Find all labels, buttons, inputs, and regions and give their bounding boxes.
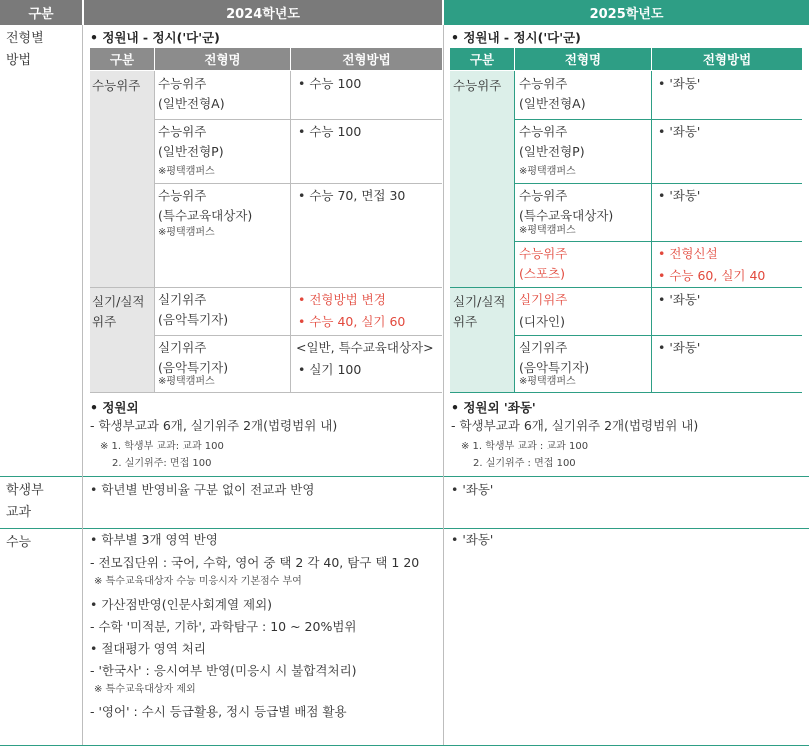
grid-line: [514, 71, 515, 392]
grid-line: [514, 183, 802, 184]
list-item: - 전모집단위 : 국어, 수학, 영어 중 택 2 각 40, 탐구 택 1 20: [90, 555, 420, 570]
grid-line: [514, 119, 802, 120]
campus-note: ※평택캠퍼스: [158, 227, 215, 238]
row-divider: [0, 745, 809, 746]
col-divider: [443, 25, 444, 745]
csat-text-2025: • '좌동': [451, 532, 494, 547]
col-header-method: 전형방법: [652, 48, 802, 70]
campus-note: ※평택캠퍼스: [158, 376, 215, 387]
col-header-name: 전형명: [155, 48, 290, 70]
program-method: • '좌동': [658, 188, 701, 203]
col-divider: [82, 25, 83, 745]
col-header-type: 구분: [450, 48, 514, 70]
program-method: <일반, 특수교육대상자> • 실기 100: [296, 340, 434, 377]
program-name: 수능위주 (일반전형A): [158, 76, 225, 111]
col-header-name: 전형명: [515, 48, 651, 70]
list-note: ※ 특수교육대상자 제외: [94, 684, 196, 695]
program-method: • '좌동': [658, 76, 701, 91]
grid-line: [154, 335, 442, 336]
extra-note: 2. 실기위주 : 면접 100: [473, 458, 576, 469]
program-name: 수능위주 (일반전형P): [519, 124, 585, 159]
list-item: • 가산점반영(인문사회계열 제외): [90, 597, 273, 612]
campus-note: ※평택캠퍼스: [519, 225, 576, 236]
extra-line: - 학생부교과 6개, 실기위주 2개(법령범위 내): [451, 418, 699, 433]
grid-line: [90, 287, 442, 288]
program-name: 수능위주 (일반전형A): [519, 76, 586, 111]
csat-list-2024: [90, 530, 419, 722]
program-method: • 수능 100: [298, 124, 362, 139]
header-label: 구분: [0, 0, 82, 25]
program-method: • '좌동': [658, 292, 701, 307]
grid-line: [450, 287, 802, 288]
campus-note: ※평택캠퍼스: [519, 376, 576, 387]
program-method: • 수능 100: [298, 76, 362, 91]
list-item: • 절대평가 영역 처리: [90, 641, 206, 656]
row-label-method: 전형별 방법: [6, 31, 44, 68]
grid-line: [450, 392, 802, 393]
row-divider: [0, 476, 809, 477]
extra-title-2025: • 정원외 '좌동': [451, 400, 536, 415]
program-method: • '좌동': [658, 124, 701, 139]
record-text-2025: • '좌동': [451, 482, 494, 497]
program-method: • 수능 70, 면접 30: [298, 188, 406, 203]
grid-line: [290, 71, 291, 392]
row-label-csat: 수능: [6, 535, 32, 550]
header-2024: 2024학년도: [84, 0, 442, 25]
record-text-2024: • 학년별 반영비율 구분 없이 전교과 반영: [90, 482, 315, 497]
list-item: - 수학 '미적분, 기하', 과학탐구 : 10 ~ 20%범위: [90, 619, 357, 634]
extra-note: 2. 실기위주: 면접 100: [112, 458, 212, 469]
grid-line: [154, 71, 155, 392]
grid-line: [651, 71, 652, 392]
campus-note: ※평택캠퍼스: [519, 166, 576, 177]
list-item: - '영어' : 수시 등급활용, 정시 등급별 배점 활용: [90, 704, 347, 719]
col-header-type: 구분: [90, 48, 154, 70]
campus-note: ※평택캠퍼스: [158, 166, 215, 177]
group-label: 수능위주: [453, 78, 502, 93]
program-name: 수능위주 (일반전형P): [158, 124, 224, 159]
program-name: 실기위주 (음악특기자): [158, 292, 229, 327]
row-label-record: 학생부 교과: [6, 483, 44, 520]
program-name: 실기위주 (디자인): [519, 292, 568, 329]
extra-title-2024: • 정원외: [90, 400, 139, 415]
program-name: 실기위주 (음악특기자): [158, 340, 229, 375]
program-method-new: • 전형신설 • 수능 60, 실기 40: [658, 246, 766, 283]
grid-line: [90, 392, 442, 393]
header-2025: 2025학년도: [444, 0, 809, 25]
extra-note: ※ 1. 학생부 교과: 교과 100: [100, 441, 224, 452]
grid-line: [514, 241, 802, 242]
group-label: 실기/실적 위주: [453, 294, 506, 329]
section-title-2025: • 정원내 - 정시('다'군): [451, 30, 581, 45]
list-item: • 학부별 3개 영역 반영: [90, 532, 218, 547]
group-label: 수능위주: [92, 78, 141, 93]
list-item: - '한국사' : 응시여부 반영(미응시 시 불합격처리): [90, 663, 357, 678]
extra-line: - 학생부교과 6개, 실기위주 2개(법령범위 내): [90, 418, 338, 433]
program-name: 실기위주 (음악특기자): [519, 340, 590, 375]
program-name: 수능위주 (특수교육대상자): [519, 188, 614, 223]
grid-line: [514, 335, 802, 336]
extra-note: ※ 1. 학생부 교과 : 교과 100: [461, 441, 589, 452]
program-name-new: 수능위주 (스포츠): [519, 246, 568, 281]
group-cell-csat: [450, 71, 514, 287]
section-title-2024: • 정원내 - 정시('다'군): [90, 30, 220, 45]
group-cell-csat: [90, 71, 154, 287]
program-method-changed: • 전형방법 변경 • 수능 40, 실기 60: [298, 292, 406, 329]
group-label: 실기/실적 위주: [92, 294, 145, 329]
program-name: 수능위주 (특수교육대상자): [158, 188, 253, 223]
program-method: • '좌동': [658, 340, 701, 355]
grid-line: [154, 119, 442, 120]
col-header-method: 전형방법: [291, 48, 442, 70]
grid-line: [154, 183, 442, 184]
list-note: ※ 특수교육대상자 수능 미응시자 기본점수 부여: [94, 576, 302, 587]
row-divider: [0, 528, 809, 529]
